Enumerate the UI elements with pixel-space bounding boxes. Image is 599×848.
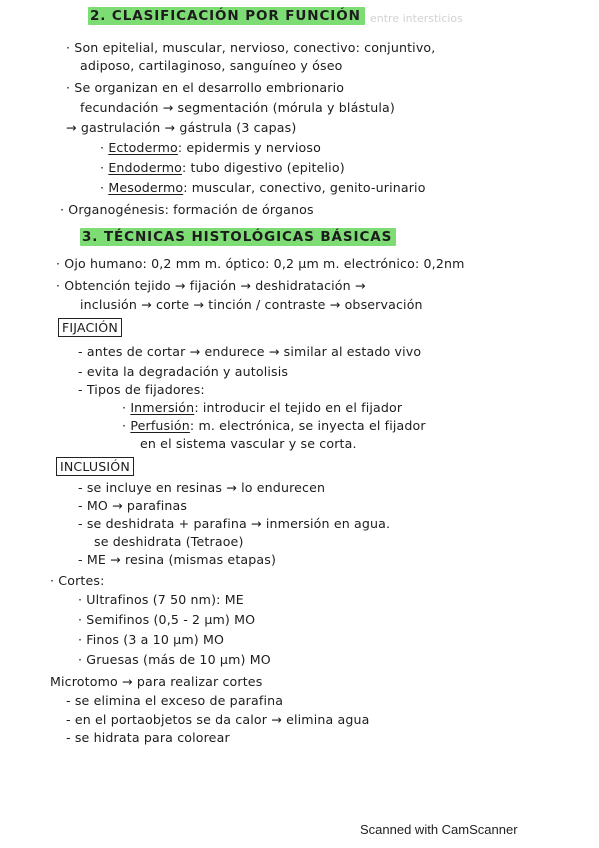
note-line: · Organogénesis: formación de órganos — [60, 202, 314, 217]
section-heading-clasificacion: 2. CLASIFICACIÓN POR FUNCIÓN — [88, 8, 365, 24]
subheading-inclusion: INCLUSIÓN — [56, 459, 134, 475]
note-line: inclusión → corte → tinción / contraste → observación — [80, 297, 423, 312]
note-line-inmersion: · Inmersión: introducir el tejido en el fijador — [122, 400, 403, 415]
note-line: · Ultrafinos (7 50 nm): ME — [78, 592, 244, 607]
note-line-microtomo: Microtomo → para realizar cortes — [50, 674, 263, 689]
note-line-resolution: · Ojo humano: 0,2 mm m. óptico: 0,2 µm m. electrónico: 0,2nm — [56, 256, 465, 271]
note-line: · Se organizan en el desarrollo embrionario — [66, 80, 345, 95]
section-heading-tecnicas: 3. TÉCNICAS HISTOLÓGICAS BÁSICAS — [80, 229, 396, 245]
note-line-cortes: · Cortes: — [50, 573, 105, 588]
note-line: · Gruesas (más de 10 µm) MO — [78, 652, 271, 667]
note-line: → gastrulación → gástrula (3 capas) — [66, 120, 297, 135]
note-line: - se incluye en resinas → lo endurecen — [78, 480, 326, 495]
underlined-term: Inmersión — [130, 400, 195, 415]
note-line: - evita la degradación y autolisis — [78, 364, 289, 379]
note-line: - MO → parafinas — [78, 498, 188, 513]
note-line: - Tipos de fijadores: — [78, 382, 205, 397]
note-line: se deshidrata (Tetraoe) — [94, 534, 244, 549]
bleed-through-text: entre intersticios — [370, 12, 463, 25]
note-line: - se hidrata para colorear — [66, 730, 230, 745]
note-line-endodermo: · Endodermo: tubo digestivo (epitelio) — [100, 160, 345, 175]
note-line: fecundación → segmentación (mórula y blástula) — [80, 100, 395, 115]
underlined-term: Mesodermo — [108, 180, 184, 195]
note-line: adiposo, cartilaginoso, sanguíneo y óseo — [80, 58, 343, 73]
note-line: en el sistema vascular y se corta. — [140, 436, 357, 451]
note-line: - se deshidrata + parafina → inmersión en agua. — [78, 516, 391, 531]
note-line: - antes de cortar → endurece → similar al estado vivo — [78, 344, 422, 359]
underlined-term: Perfusión — [130, 418, 190, 433]
subheading-fijacion: FIJACIÓN — [58, 320, 122, 336]
note-line: · Obtención tejido → fijación → deshidratación → — [56, 278, 366, 293]
note-line: · Semifinos (0,5 - 2 µm) MO — [78, 612, 256, 627]
note-line: - en el portaobjetos se da calor → elimina agua — [66, 712, 370, 727]
note-line-ectodermo: · Ectodermo: epidermis y nervioso — [100, 140, 321, 155]
note-line: · Finos (3 a 10 µm) MO — [78, 632, 225, 647]
scanner-watermark: Scanned with CamScanner — [360, 822, 518, 837]
underlined-term: Ectodermo — [108, 140, 178, 155]
note-line-mesodermo: · Mesodermo: muscular, conectivo, genito-urinario — [100, 180, 426, 195]
note-line: - se elimina el exceso de parafina — [66, 693, 284, 708]
note-line-perfusion: · Perfusión: m. electrónica, se inyecta el fijador — [122, 418, 426, 433]
underlined-term: Endodermo — [108, 160, 182, 175]
note-line: - ME → resina (mismas etapas) — [78, 552, 277, 567]
note-line: · Son epitelial, muscular, nervioso, conectivo: conjuntivo, — [66, 40, 436, 55]
